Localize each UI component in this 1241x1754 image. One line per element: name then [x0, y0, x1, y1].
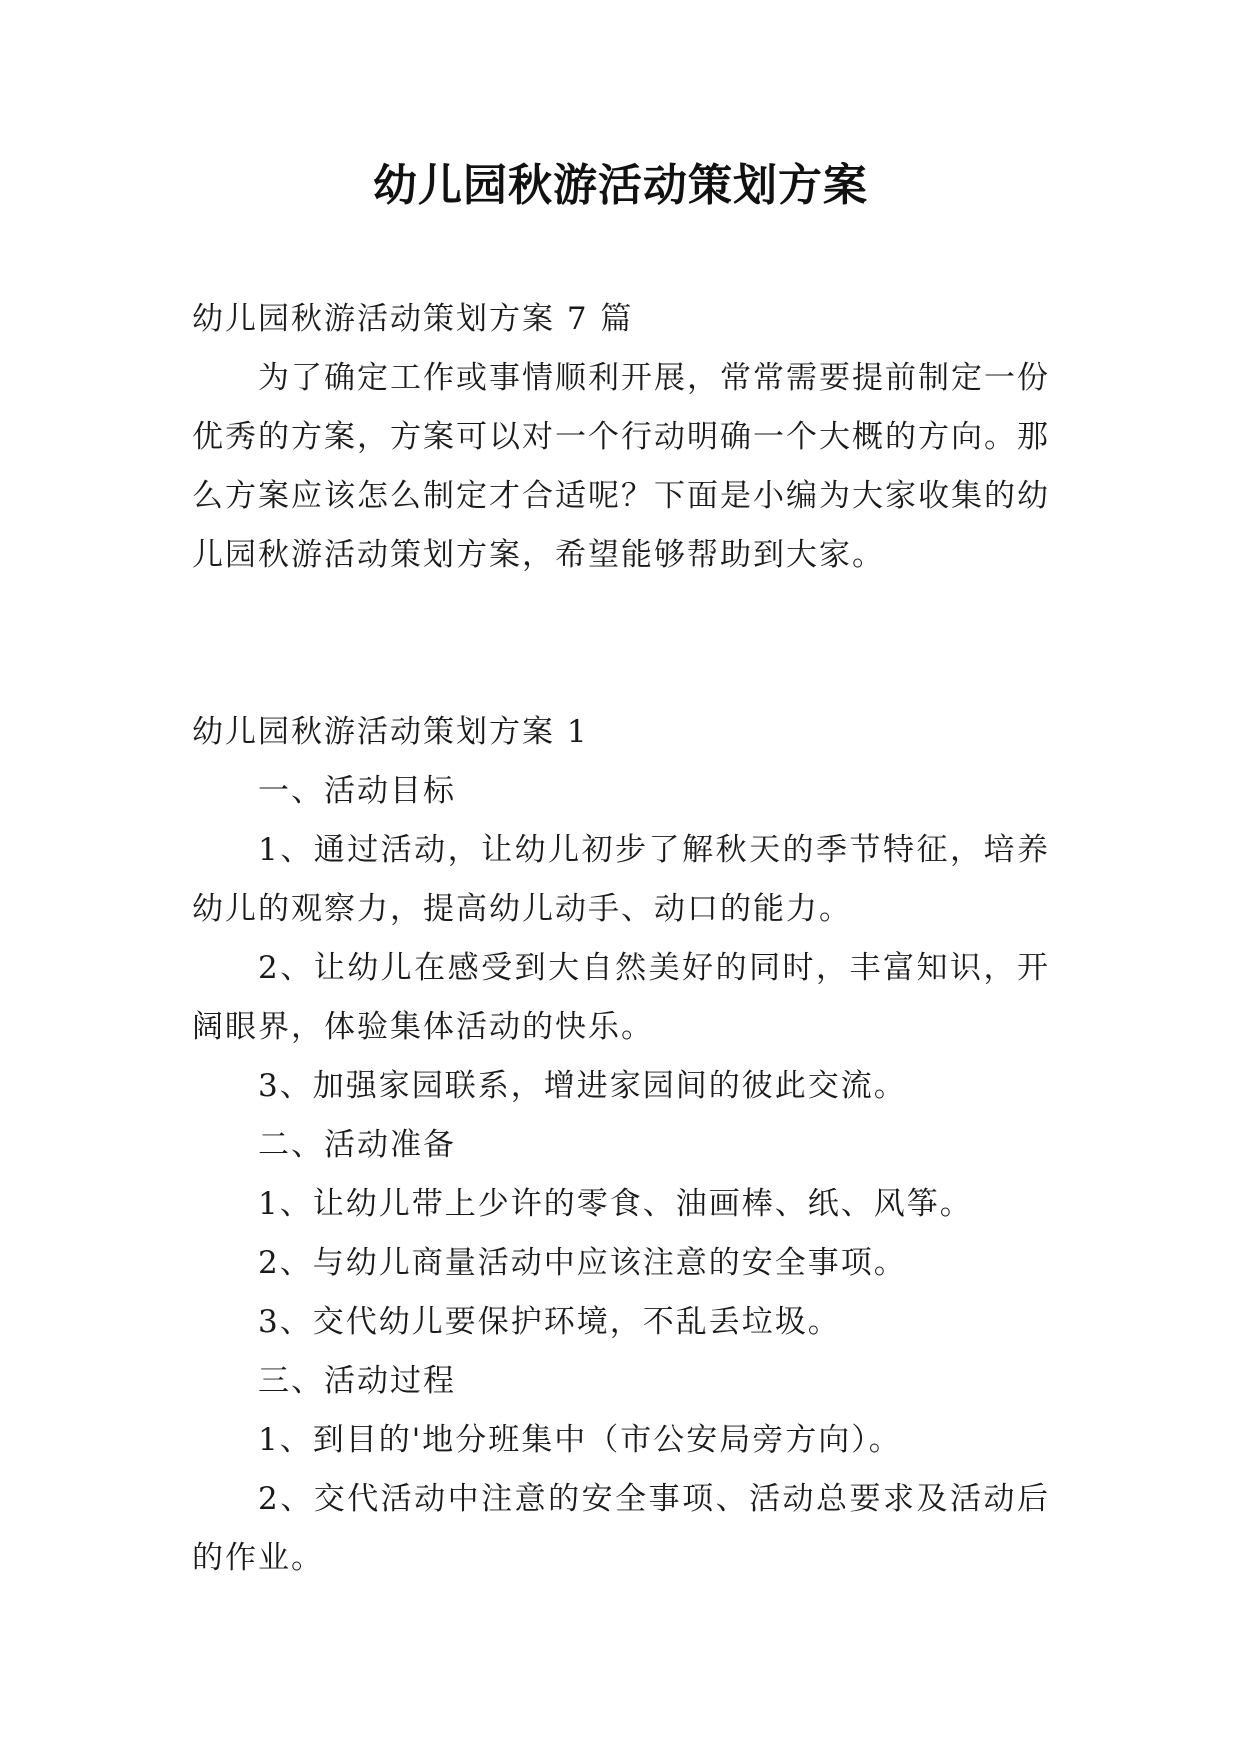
section-title: 幼儿园秋游活动策划方案 1 — [192, 714, 589, 750]
subtitle: 幼儿园秋游活动策划方案 7 篇 — [192, 301, 634, 337]
prep-item-3: 3、交代幼儿要保护环境，不乱丢垃圾。 — [258, 1304, 841, 1340]
prep-item-1: 1、让幼儿带上少许的零食、油画棒、纸、风筝。 — [258, 1186, 973, 1222]
process-item-2: 2、交代活动中注意的安全事项、活动总要求及活动后的作业。 — [192, 1481, 1050, 1576]
section-gap — [192, 585, 1050, 703]
heading-goals: 一、活动目标 — [258, 773, 456, 809]
prep-item-2: 2、与幼儿商量活动中应该注意的安全事项。 — [258, 1245, 907, 1281]
heading-preparation: 二、活动准备 — [258, 1127, 456, 1163]
heading-process: 三、活动过程 — [258, 1363, 456, 1399]
document-body — [192, 290, 1050, 1588]
process-item-1: 1、到目的'地分班集中（市公安局旁方向）。 — [258, 1422, 902, 1458]
goal-item-3: 3、加强家园联系，增进家园间的彼此交流。 — [258, 1068, 907, 1104]
goal-item-1: 1、通过活动，让幼儿初步了解秋天的季节特征，培养幼儿的观察力，提高幼儿动手、动口的能力。 — [192, 832, 1050, 927]
document-title: 幼儿园秋游活动策划方案 — [373, 160, 868, 211]
intro-paragraph: 为了确定工作或事情顺利开展，常常需要提前制定一份优秀的方案，方案可以对一个行动明确一个大概的方向。那么方案应该怎么制定才合适呢？下面是小编为大家收集的幼儿园秋游活动策划方案，希望能够帮助到大家。 — [192, 360, 1050, 573]
goal-item-2: 2、让幼儿在感受到大自然美好的同时，丰富知识，开阔眼界，体验集体活动的快乐。 — [192, 950, 1050, 1045]
